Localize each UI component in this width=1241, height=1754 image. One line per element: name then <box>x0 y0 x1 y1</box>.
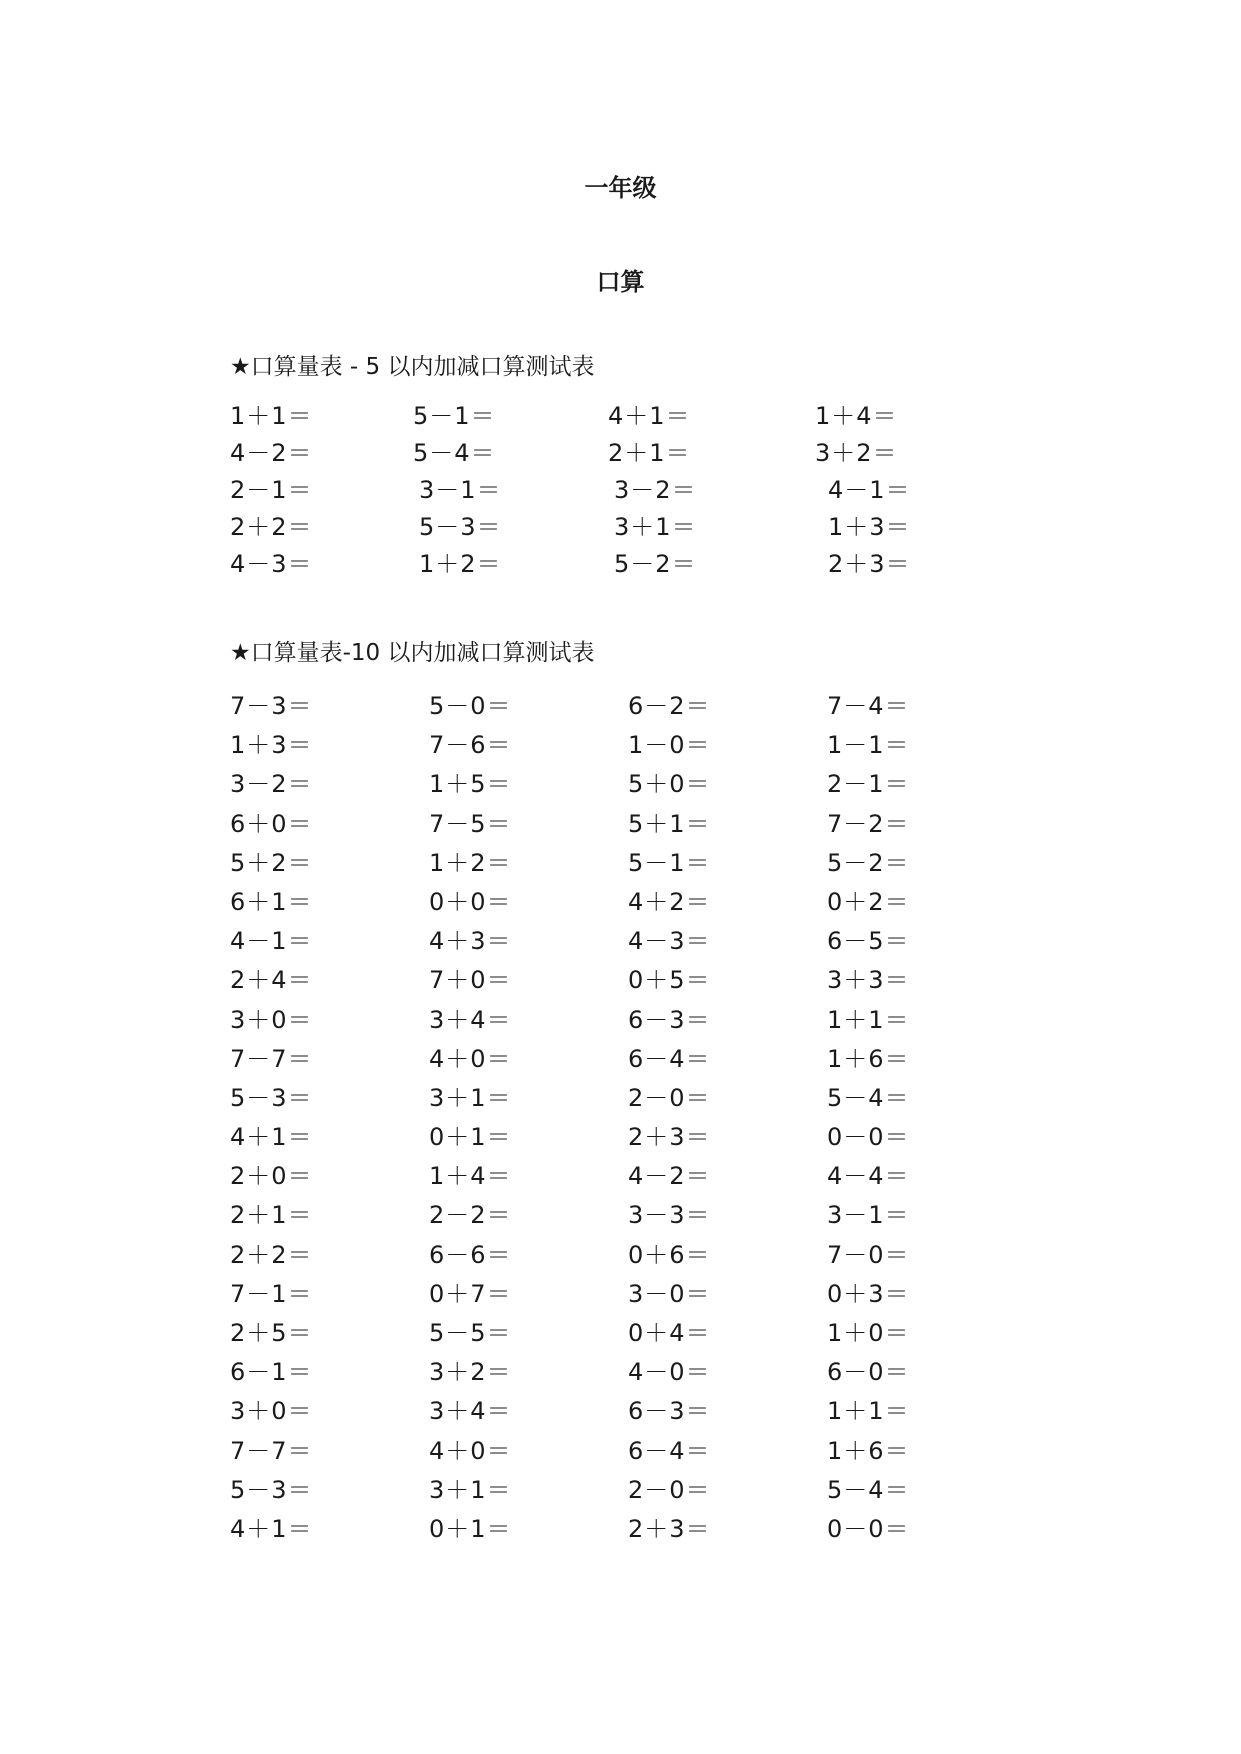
arithmetic-problem: 2＋3＝ <box>828 550 911 578</box>
arithmetic-problem: 0＋4＝ <box>628 1319 711 1347</box>
problem-row <box>230 472 911 509</box>
section-heading-within-10: ★口算量表-10 以内加减口算测试表 <box>230 640 595 666</box>
arithmetic-problem: 7－1＝ <box>230 1279 313 1308</box>
arithmetic-problem: 3＋1＝ <box>429 1475 512 1504</box>
problem-row <box>230 687 1026 726</box>
arithmetic-problem: 2－1＝ <box>827 770 910 799</box>
problem-row <box>230 1353 1026 1392</box>
arithmetic-problem: 2－1＝ <box>230 476 313 504</box>
arithmetic-problem: 1＋1＝ <box>827 1397 910 1426</box>
arithmetic-problem: 5－1＝ <box>628 848 711 877</box>
problem-row <box>230 435 907 472</box>
arithmetic-problem: 1＋4＝ <box>815 402 898 430</box>
arithmetic-problem: 6－3＝ <box>628 1005 711 1034</box>
arithmetic-problem: 7－5＝ <box>429 809 512 838</box>
problem-row <box>230 1079 1026 1118</box>
page-subtitle: 口算 <box>596 268 645 296</box>
arithmetic-problem: 7－4＝ <box>827 692 910 720</box>
arithmetic-problem: 4＋0＝ <box>429 1044 512 1073</box>
arithmetic-problem: 6－6＝ <box>429 1240 512 1269</box>
arithmetic-problem: 1－0＝ <box>628 731 711 760</box>
arithmetic-problem: 0＋0＝ <box>429 887 512 916</box>
problem-row <box>230 1236 1026 1275</box>
arithmetic-problem: 3－3＝ <box>628 1201 711 1230</box>
arithmetic-problem: 3＋1＝ <box>614 513 697 541</box>
arithmetic-problem: 3－1＝ <box>419 476 502 504</box>
arithmetic-problem: 7＋0＝ <box>429 966 512 995</box>
arithmetic-problem: 2＋2＝ <box>230 513 313 541</box>
arithmetic-problem: 1＋5＝ <box>429 770 512 799</box>
arithmetic-problem: 5－3＝ <box>230 1083 313 1112</box>
arithmetic-problem: 3＋4＝ <box>429 1005 512 1034</box>
arithmetic-problem: 7－2＝ <box>827 809 910 838</box>
arithmetic-problem: 5－2＝ <box>614 550 697 578</box>
arithmetic-problem: 6－4＝ <box>628 1436 711 1465</box>
arithmetic-problem: 3＋1＝ <box>429 1083 512 1112</box>
arithmetic-problem: 3＋2＝ <box>429 1358 512 1387</box>
arithmetic-problem: 3＋3＝ <box>827 966 910 995</box>
problem-row <box>230 1510 1026 1549</box>
arithmetic-problem: 7－7＝ <box>230 1044 313 1073</box>
arithmetic-problem: 4－2＝ <box>230 439 313 467</box>
arithmetic-problem: 1＋2＝ <box>429 848 512 877</box>
arithmetic-problem: 3－2＝ <box>614 476 697 504</box>
arithmetic-problem: 1＋0＝ <box>827 1319 910 1347</box>
arithmetic-problem: 0＋7＝ <box>429 1279 512 1308</box>
arithmetic-problem: 4－1＝ <box>230 927 313 956</box>
arithmetic-problem: 5－4＝ <box>413 439 496 467</box>
arithmetic-problem: 7－7＝ <box>230 1436 313 1465</box>
arithmetic-problem: 2＋1＝ <box>230 1201 313 1230</box>
arithmetic-problem: 7－6＝ <box>429 731 512 760</box>
arithmetic-problem: 6－3＝ <box>628 1397 711 1426</box>
problem-row <box>230 1001 1026 1040</box>
arithmetic-problem: 5－2＝ <box>827 848 910 877</box>
section-heading-within-5: ★口算量表 - 5 以内加减口算测试表 <box>230 354 595 380</box>
arithmetic-problem: 2＋0＝ <box>230 1162 313 1191</box>
arithmetic-problem: 5－4＝ <box>827 1083 910 1112</box>
arithmetic-problem: 0＋1＝ <box>429 1514 512 1543</box>
arithmetic-problem: 4－2＝ <box>628 1162 711 1191</box>
arithmetic-problem: 4－3＝ <box>628 927 711 956</box>
arithmetic-problem: 3－0＝ <box>628 1279 711 1308</box>
problem-row <box>230 1157 1026 1196</box>
arithmetic-problem: 6－0＝ <box>827 1358 910 1387</box>
arithmetic-problem: 2－0＝ <box>628 1475 711 1504</box>
arithmetic-problem: 1－1＝ <box>827 731 910 760</box>
arithmetic-problem: 5＋2＝ <box>230 848 313 877</box>
arithmetic-problem: 2＋2＝ <box>230 1240 313 1269</box>
problem-row <box>230 844 1026 883</box>
problem-row <box>230 765 1026 804</box>
arithmetic-grid-within-10 <box>230 687 1026 1549</box>
arithmetic-problem: 6－1＝ <box>230 1358 313 1387</box>
arithmetic-problem: 6＋1＝ <box>230 887 313 916</box>
arithmetic-problem: 3＋0＝ <box>230 1397 313 1426</box>
problem-row <box>230 1196 1026 1235</box>
arithmetic-problem: 6－4＝ <box>628 1044 711 1073</box>
arithmetic-problem: 6－2＝ <box>628 692 711 720</box>
arithmetic-problem: 2－2＝ <box>429 1201 512 1230</box>
arithmetic-problem: 6－5＝ <box>827 927 910 956</box>
arithmetic-problem: 0＋2＝ <box>827 887 910 916</box>
arithmetic-problem: 0－0＝ <box>827 1514 910 1543</box>
arithmetic-problem: 7－3＝ <box>230 692 313 720</box>
arithmetic-problem: 5－3＝ <box>230 1475 313 1504</box>
arithmetic-problem: 5－4＝ <box>827 1475 910 1504</box>
arithmetic-problem: 1＋3＝ <box>828 513 911 541</box>
arithmetic-problem: 3＋2＝ <box>815 439 898 467</box>
arithmetic-problem: 0－0＝ <box>827 1123 910 1152</box>
arithmetic-problem: 1＋6＝ <box>827 1044 910 1073</box>
arithmetic-problem: 4－3＝ <box>230 550 313 578</box>
problem-row <box>230 922 1026 961</box>
problem-row <box>230 1471 1026 1510</box>
arithmetic-problem: 2－0＝ <box>628 1083 711 1112</box>
arithmetic-problem: 4＋3＝ <box>429 927 512 956</box>
arithmetic-problem: 2＋3＝ <box>628 1123 711 1152</box>
arithmetic-problem: 4－4＝ <box>827 1162 910 1191</box>
problem-row <box>230 1314 1026 1353</box>
arithmetic-problem: 4＋1＝ <box>230 1123 313 1152</box>
problem-row <box>230 1040 1026 1079</box>
arithmetic-problem: 5－1＝ <box>413 402 496 430</box>
arithmetic-problem: 1＋1＝ <box>827 1005 910 1034</box>
arithmetic-problem: 2＋4＝ <box>230 966 313 995</box>
arithmetic-problem: 1＋4＝ <box>429 1162 512 1191</box>
arithmetic-problem: 1＋3＝ <box>230 731 313 760</box>
problem-row <box>230 1118 1026 1157</box>
arithmetic-grid-within-5 <box>230 398 911 583</box>
arithmetic-problem: 7－0＝ <box>827 1240 910 1269</box>
arithmetic-problem: 5－0＝ <box>429 692 512 720</box>
arithmetic-problem: 3＋4＝ <box>429 1397 512 1426</box>
arithmetic-problem: 3＋0＝ <box>230 1005 313 1034</box>
problem-row <box>230 726 1026 765</box>
problem-row <box>230 1275 1026 1314</box>
arithmetic-problem: 2＋1＝ <box>608 439 691 467</box>
arithmetic-problem: 1＋6＝ <box>827 1436 910 1465</box>
arithmetic-problem: 4－0＝ <box>628 1358 711 1387</box>
arithmetic-problem: 4＋2＝ <box>628 887 711 916</box>
problem-row <box>230 546 911 583</box>
problem-row <box>230 805 1026 844</box>
arithmetic-problem: 0＋6＝ <box>628 1240 711 1269</box>
arithmetic-problem: 5－3＝ <box>419 513 502 541</box>
arithmetic-problem: 1＋2＝ <box>419 550 502 578</box>
arithmetic-problem: 4＋1＝ <box>608 402 691 430</box>
arithmetic-problem: 2＋5＝ <box>230 1319 313 1347</box>
arithmetic-problem: 4＋0＝ <box>429 1436 512 1465</box>
arithmetic-problem: 5＋0＝ <box>628 770 711 799</box>
arithmetic-problem: 5＋1＝ <box>628 809 711 838</box>
problem-row <box>230 398 907 435</box>
arithmetic-problem: 3－1＝ <box>827 1201 910 1230</box>
arithmetic-problem: 6＋0＝ <box>230 809 313 838</box>
problem-row <box>230 509 911 546</box>
arithmetic-problem: 2＋3＝ <box>628 1514 711 1543</box>
arithmetic-problem: 0＋3＝ <box>827 1279 910 1308</box>
arithmetic-problem: 4＋1＝ <box>230 1514 313 1543</box>
problem-row <box>230 1432 1026 1471</box>
page-title: 一年级 <box>584 174 657 202</box>
arithmetic-problem: 0＋1＝ <box>429 1123 512 1152</box>
arithmetic-problem: 3－2＝ <box>230 770 313 799</box>
problem-row <box>230 883 1026 922</box>
arithmetic-problem: 4－1＝ <box>828 476 911 504</box>
problem-row <box>230 961 1026 1000</box>
problem-row <box>230 1392 1026 1431</box>
arithmetic-problem: 5－5＝ <box>429 1319 512 1347</box>
arithmetic-problem: 0＋5＝ <box>628 966 711 995</box>
arithmetic-problem: 1＋1＝ <box>230 402 313 430</box>
